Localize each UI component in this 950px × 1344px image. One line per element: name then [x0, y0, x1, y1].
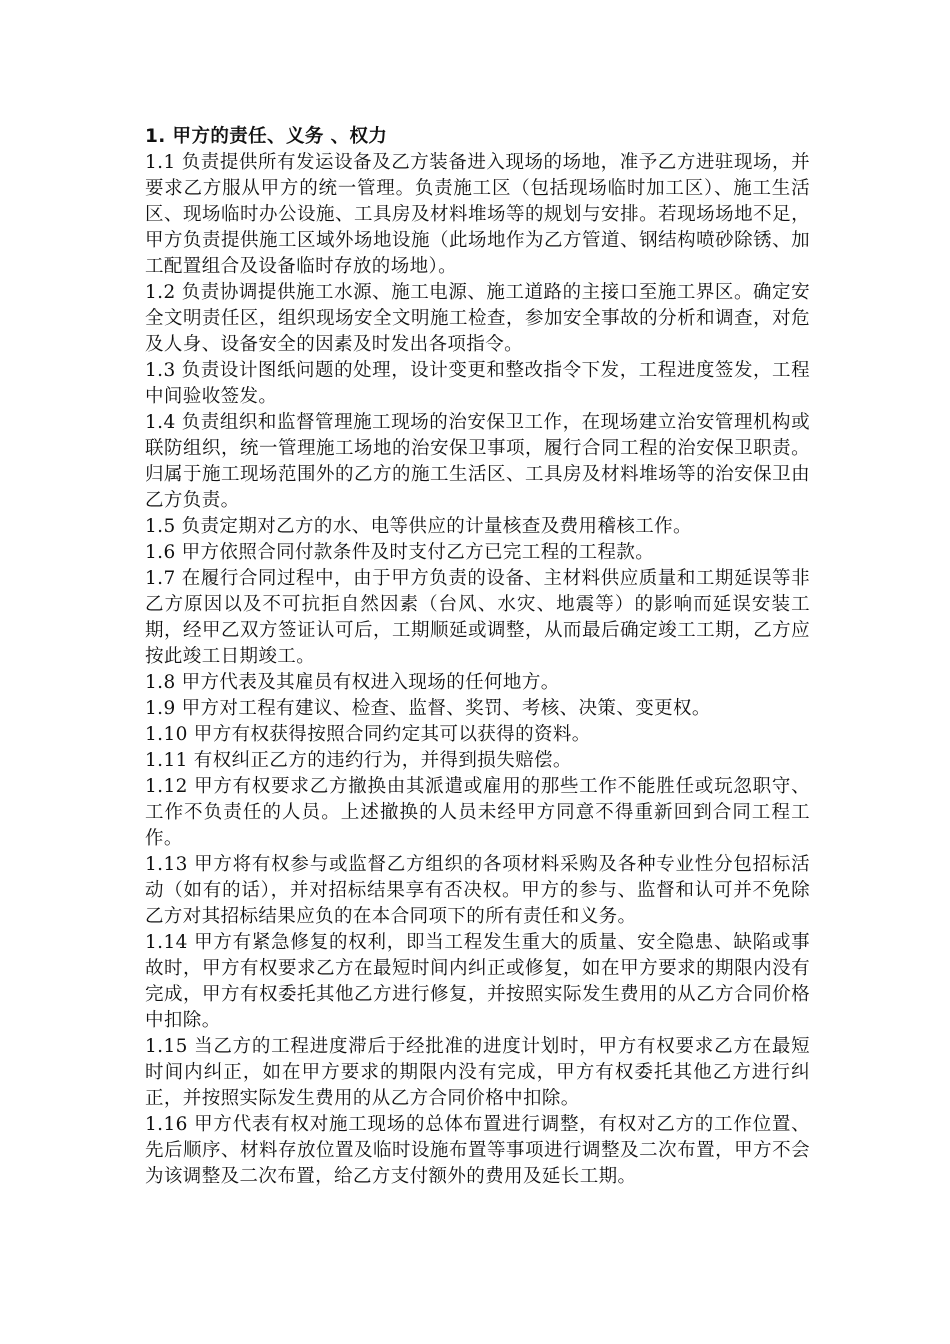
clause-1-16	[145, 1112, 810, 1190]
clause-number: 1.8	[145, 672, 176, 693]
clause-text: 有权纠正乙方的违约行为，并得到损失赔偿。	[193, 750, 572, 771]
clause-1-5	[145, 514, 810, 540]
clause-text: 负责协调提供施工水源、施工电源、施工道路的主接口至施工界区。确定安全文明责任区，组织现场安全文明施工检查，参加安全事故的分析和调查，对危及人身、设备安全的因素及时发出各项指令。	[145, 282, 810, 355]
clause-1-6	[145, 540, 810, 566]
clause-text: 在履行合同过程中，由于甲方负责的设备、主材料供应质量和工期延误等非乙方原因以及不可抗拒自然因素（台风、水灾、地震等）的影响而延误安装工期，经甲乙双方签证认可后，工期顺延或调整，从而最后确定竣工工期，乙方应按此竣工日期竣工。	[145, 568, 810, 667]
clause-number: 1.11	[145, 750, 188, 771]
clause-text: 负责设计图纸问题的处理，设计变更和整改指令下发，工程进度签发，工程中间验收签发。	[145, 360, 810, 407]
clause-text: 甲方依照合同付款条件及时支付乙方已完工程的工程款。	[181, 542, 655, 563]
clause-number: 1.6	[145, 542, 176, 563]
clause-number: 1.4	[145, 412, 176, 433]
clause-number: 1.7	[145, 568, 176, 589]
clause-number: 1.16	[145, 1114, 188, 1135]
clause-1-13	[145, 852, 810, 930]
clause-text: 甲方将有权参与或监督乙方组织的各项材料采购及各种专业性分包招标活动（如有的话），并对招标结果享有否决权。甲方的参与、监督和认可并不免除乙方对其招标结果应负的在本合同项下的所有责任和义务。	[145, 854, 810, 927]
clause-text: 甲方有紧急修复的权利，即当工程发生重大的质量、安全隐患、缺陷或事故时，甲方有权要求乙方在最短时间内纠正或修复，如在甲方要求的期限内没有完成，甲方有权委托其他乙方进行修复，并按照实际发生费用的从乙方合同价格中扣除。	[145, 932, 810, 1031]
clause-number: 1.9	[145, 698, 176, 719]
clause-text: 甲方代表有权对施工现场的总体布置进行调整，有权对乙方的工作位置、先后顺序、材料存放位置及临时设施布置等事项进行调整及二次布置，甲方不会为该调整及二次布置，给乙方支付额外的费用及延长工期。	[145, 1114, 810, 1187]
clause-1-7	[145, 566, 810, 670]
clause-1-9	[145, 696, 810, 722]
clause-text: 甲方代表及其雇员有权进入现场的任何地方。	[181, 672, 560, 693]
clause-1-10	[145, 722, 810, 748]
clause-text: 甲方有权获得按照合同约定其可以获得的资料。	[193, 724, 591, 745]
clause-1-1	[145, 150, 810, 280]
clause-text: 甲方对工程有建议、检查、监督、奖罚、考核、决策、变更权。	[181, 698, 711, 719]
clause-number: 1.10	[145, 724, 188, 745]
clause-number: 1.13	[145, 854, 188, 875]
clause-1-14	[145, 930, 810, 1034]
clause-number: 1.3	[145, 360, 176, 381]
document-page	[145, 124, 810, 1190]
clause-number: 1.14	[145, 932, 188, 953]
clause-number: 1.12	[145, 776, 188, 797]
clause-1-11	[145, 748, 810, 774]
clause-number: 1.15	[145, 1036, 188, 1057]
section-heading: 1. 甲方的责任、义务 、权力	[145, 126, 388, 147]
clause-1-12	[145, 774, 810, 852]
clause-1-4	[145, 410, 810, 514]
clause-1-3	[145, 358, 810, 410]
clause-text: 负责组织和监督管理施工现场的治安保卫工作，在现场建立治安管理机构或联防组织，统一管理施工场地的治安保卫事项，履行合同工程的治安保卫职责。归属于施工现场范围外的乙方的施工生活区、工具房及材料堆场等的治安保卫由乙方负责。	[145, 412, 810, 511]
clause-list	[145, 150, 810, 1190]
clause-number: 1.5	[145, 516, 176, 537]
clause-text: 负责提供所有发运设备及乙方装备进入现场的场地，准予乙方进驻现场，并要求乙方服从甲方的统一管理。负责施工区（包括现场临时加工区）、施工生活区、现场临时办公设施、工具房及材料堆场等的规划与安排。若现场场地不足，甲方负责提供施工区域外场地设施（此场地作为乙方管道、钢结构喷砂除锈、加工配置组合及设备临时存放的场地）。	[145, 152, 810, 277]
clause-text: 甲方有权要求乙方撤换由其派遣或雇用的那些工作不能胜任或玩忽职守、工作不负责任的人员。上述撤换的人员未经甲方同意不得重新回到合同工程工作。	[145, 776, 810, 849]
clause-1-2	[145, 280, 810, 358]
clause-text: 负责定期对乙方的水、电等供应的计量核查及费用稽核工作。	[181, 516, 692, 537]
clause-text: 当乙方的工程进度滞后于经批准的进度计划时，甲方有权要求乙方在最短时间内纠正，如在甲方要求的期限内没有完成，甲方有权委托其他乙方进行纠正，并按照实际发生费用的从乙方合同价格中扣除。	[145, 1036, 810, 1109]
clause-1-15	[145, 1034, 810, 1112]
clause-number: 1.2	[145, 282, 176, 303]
clause-number: 1.1	[145, 152, 176, 173]
clause-1-8	[145, 670, 810, 696]
